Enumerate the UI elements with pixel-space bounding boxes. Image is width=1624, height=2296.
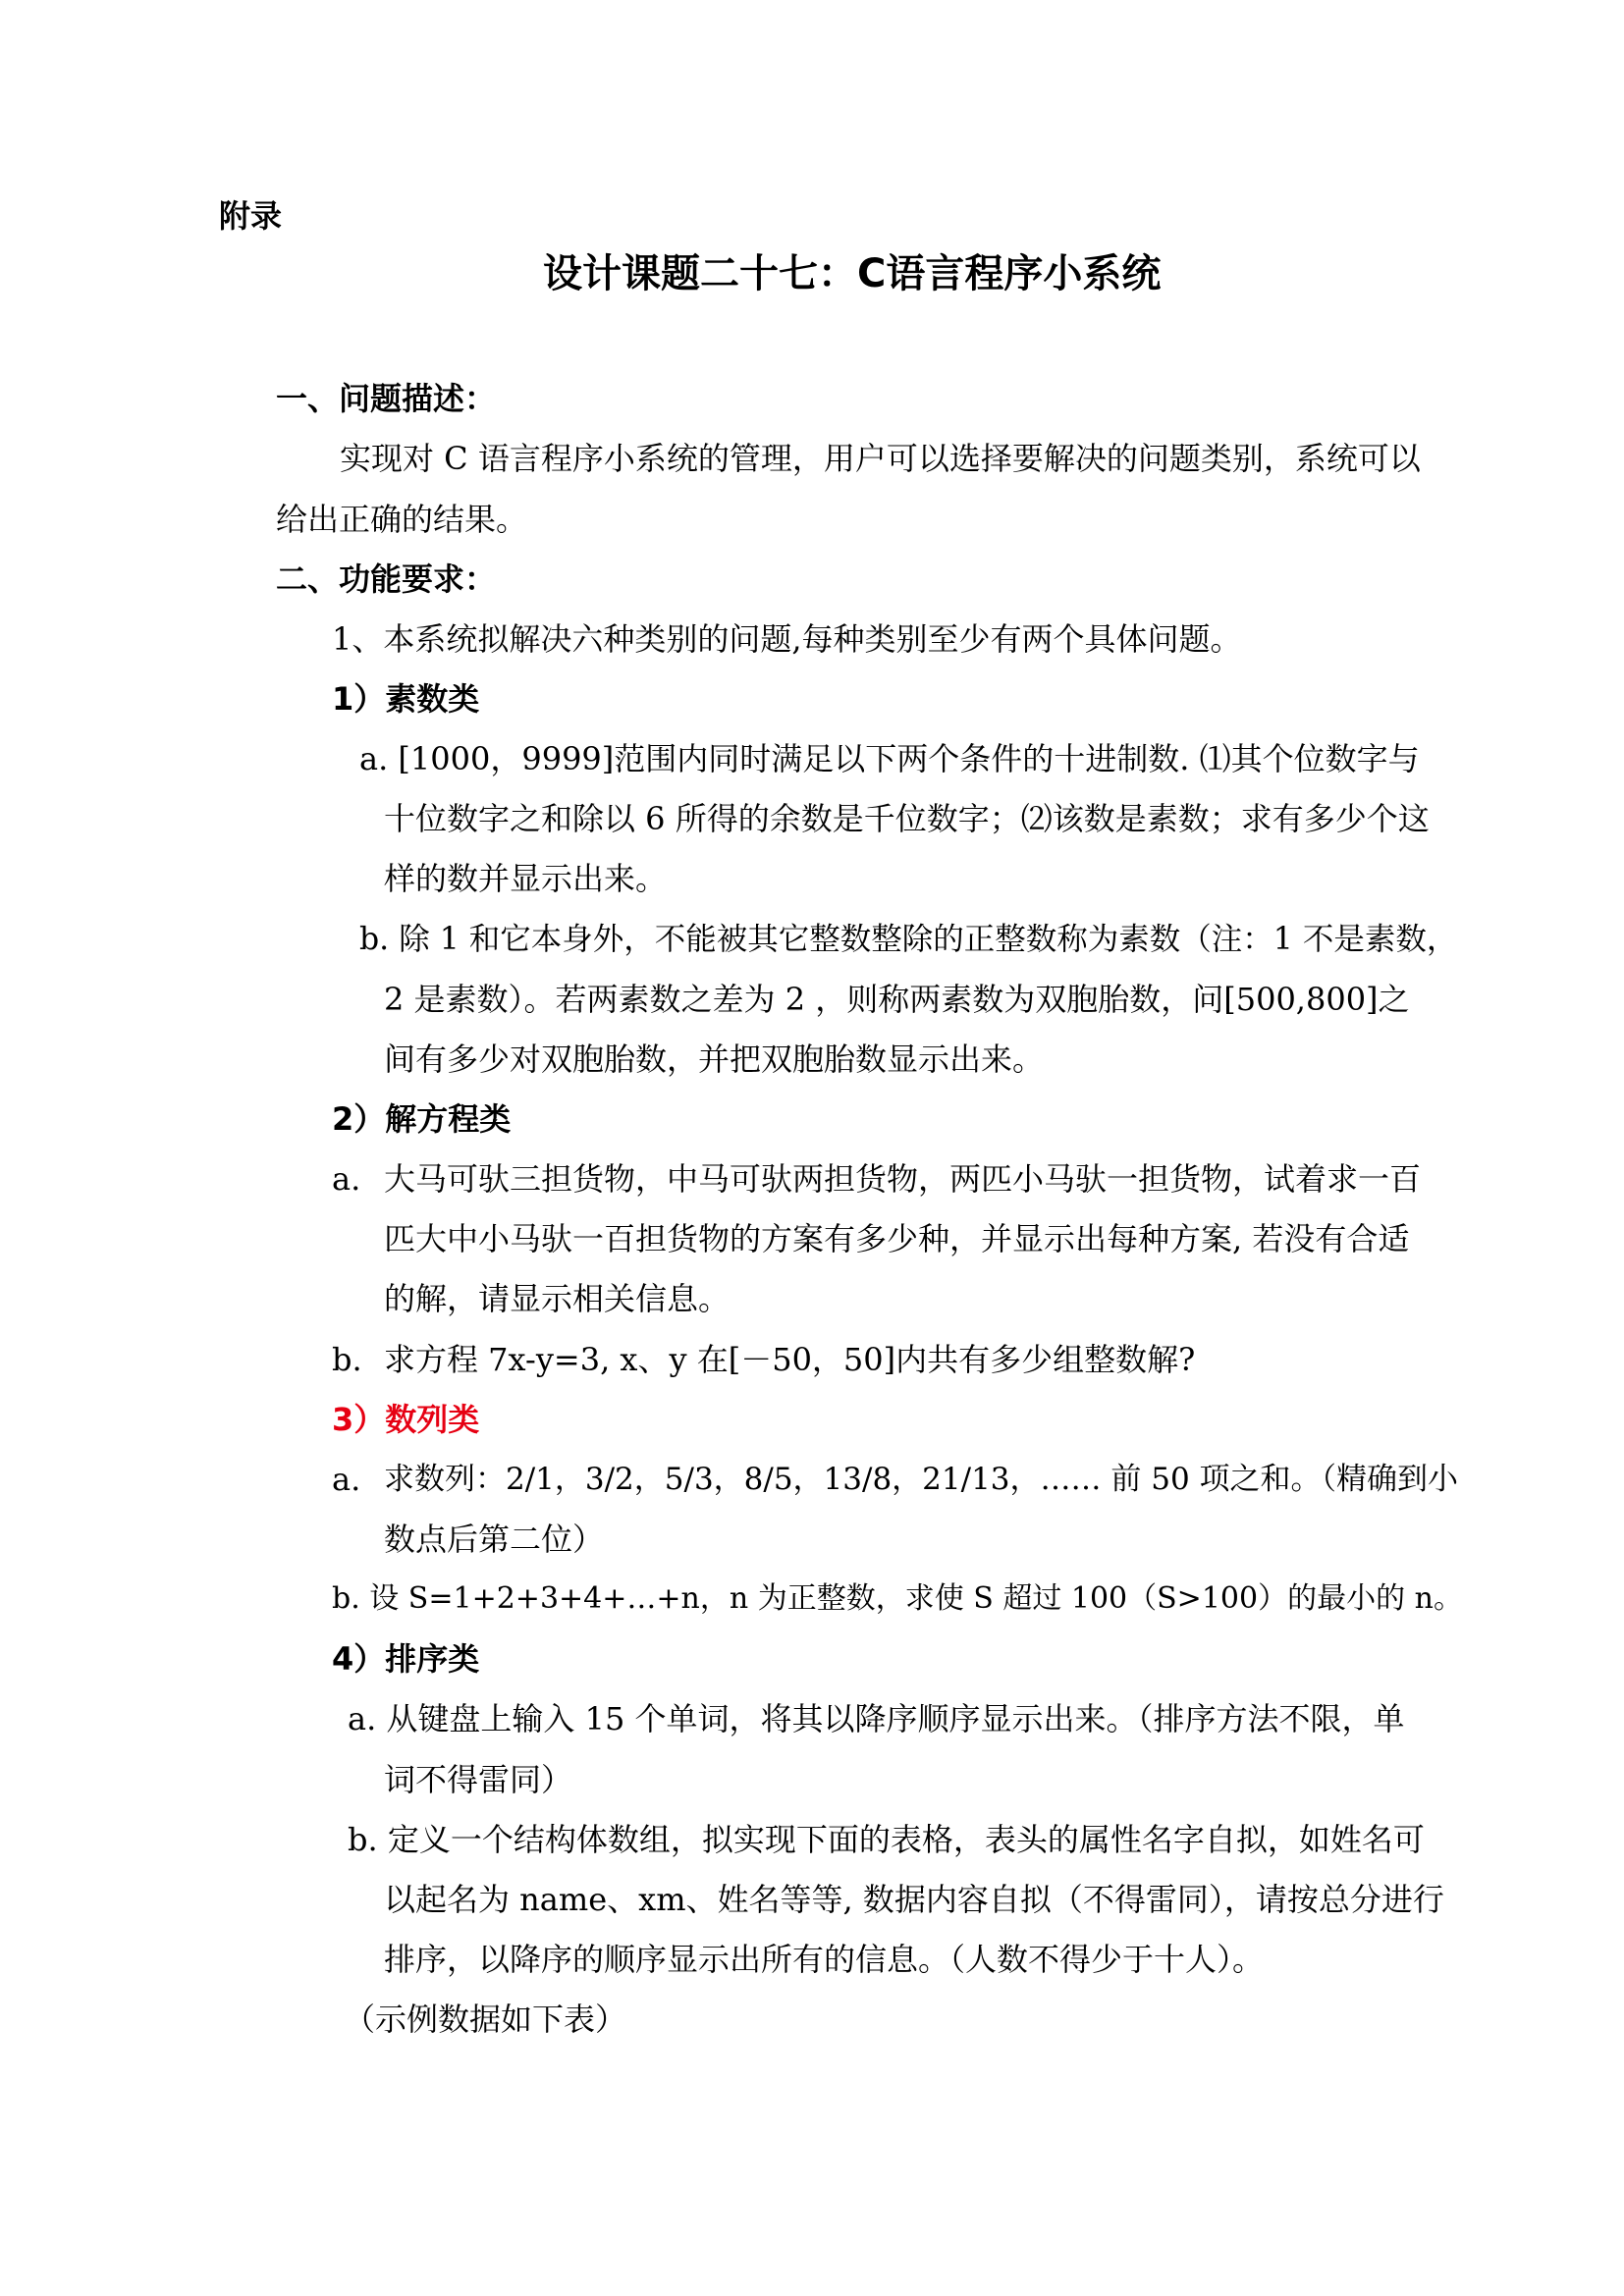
equation-a-line-3: 的解，请显示相关信息。: [384, 1280, 731, 1317]
section-heading-problem: 一、问题描述：: [276, 380, 497, 417]
sequence-b-line-1: b. 设 S=1+2+3+4+…+n，n 为正整数，求使 S 超过 100（S>100）的最小的 n。: [332, 1581, 1463, 1616]
prime-b-line-1: b. 除 1 和它本身外，不能被其它整数整除的正整数称为素数（注：1 不是素数，: [359, 922, 1458, 957]
function-intro: 1、本系统拟解决六种类别的问题,每种类别至少有两个具体问题。: [332, 620, 1242, 658]
sequence-a-line-2: 数点后第二位）: [384, 1521, 605, 1558]
equation-b-line-1: 求方程 7x-y=3, x、y 在[－50，50]内共有多少组整数解?: [384, 1341, 1196, 1378]
sorting-a-line-1: a. 从键盘上输入 15 个单词，将其以降序顺序显示出来。（排序方法不限，单: [348, 1700, 1405, 1737]
sorting-sample-note: （示例数据如下表）: [344, 2001, 627, 2038]
equation-a-line-2: 匹大中小马驮一百担货物的方案有多少种，并显示出每种方案, 若没有合适: [384, 1220, 1410, 1257]
page-title: 设计课题二十七：C语言程序小系统: [543, 251, 1162, 296]
equation-a-marker: a.: [332, 1160, 361, 1198]
category-heading-sequence: 3）数列类: [332, 1401, 480, 1438]
prime-a-line-3: 样的数并显示出来。: [384, 860, 668, 897]
sequence-a-marker: a.: [332, 1461, 361, 1498]
appendix-label: 附录: [219, 197, 283, 235]
equation-b-marker: b.: [332, 1341, 362, 1378]
category-heading-sorting: 4）排序类: [332, 1640, 480, 1678]
prime-a-line-1: a. [1000，9999]范围内同时满足以下两个条件的十进制数. ⑴其个位数字与: [359, 740, 1420, 777]
category-heading-equation: 2）解方程类: [332, 1100, 512, 1138]
sorting-a-line-2: 词不得雷同）: [384, 1761, 573, 1798]
prime-b-line-2: 2 是素数）。若两素数之差为 2 ，则称两素数为双胞胎数，问[500,800]之: [384, 981, 1410, 1018]
prime-a-line-2: 十位数字之和除以 6 所得的余数是千位数字；⑵该数是素数；求有多少个这: [384, 800, 1430, 837]
category-heading-prime: 1）素数类: [332, 680, 480, 718]
sorting-b-line-1: b. 定义一个结构体数组，拟实现下面的表格，表头的属性名字自拟，如姓名可: [348, 1821, 1425, 1858]
sorting-b-line-3: 排序，以降序的顺序显示出所有的信息。（人数不得少于十人）。: [384, 1941, 1265, 1978]
prime-b-line-3: 间有多少对双胞胎数，并把双胞胎数显示出来。: [384, 1041, 1045, 1078]
section-heading-function: 二、功能要求：: [276, 561, 497, 598]
sequence-a-line-1: 求数列：2/1，3/2，5/3，8/5，13/8，21/13，…… 前 50 项之和。（精确到小: [384, 1462, 1459, 1497]
problem-text-line-2: 给出正确的结果。: [276, 501, 528, 538]
sorting-b-line-2: 以起名为 name、xm、姓名等等, 数据内容自拟（不得雷同），请按总分进行: [384, 1881, 1444, 1918]
problem-text-line-1: 实现对 C 语言程序小系统的管理，用户可以选择要解决的问题类别，系统可以: [340, 440, 1421, 477]
equation-a-line-1: 大马可驮三担货物，中马可驮两担货物，两匹小马驮一担货物，试着求一百: [384, 1160, 1422, 1198]
